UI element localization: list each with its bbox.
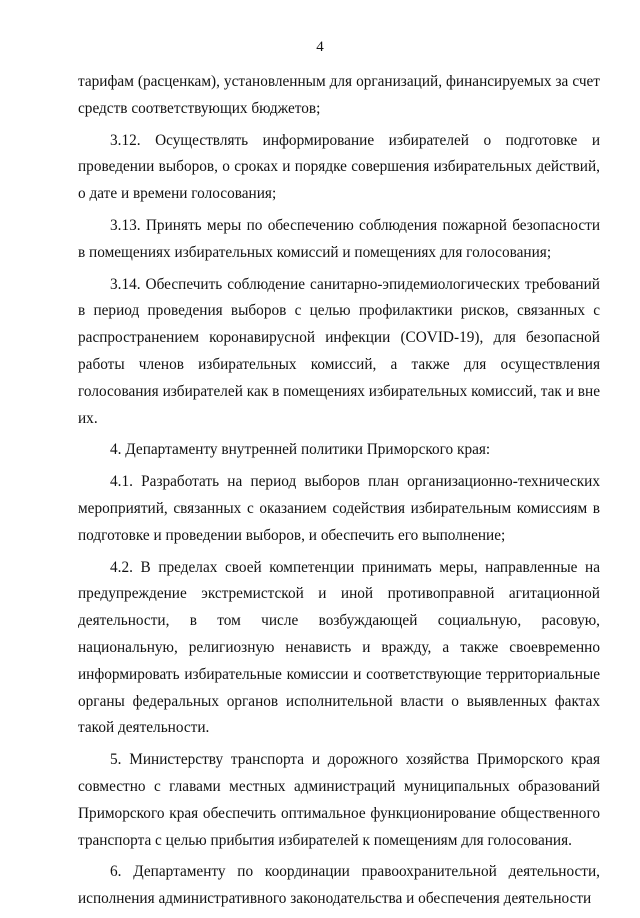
paragraph-4-2: 4.2. В пределах своей компетенции принимать меры, направленные на предупреждение экстремистской и иной противоправной агитационной деятельности, в том числе возбуждающей социальную, расовую, национальную, религиозную ненависть и вражду, а также своевременно информировать избирательные комиссии и соответствующие территориальные органы федеральных органов исполнительной власти о выявленных фактах такой деятельности. <box>78 558 600 737</box>
paragraph-3-14: 3.14. Обеспечить соблюдение санитарно-эпидемиологических требований в период проведения выборов с целью профилактики рисков, связанных с распространением коронавирусной инфекции (COVID-19), для безопасной работы членов избирательных комиссий, а также для осуществления голосования избирателей как в помещениях избирательных комиссий, так и вне их. <box>78 275 600 427</box>
paragraph-4: 4. Департаменту внутренней политики Приморского края: <box>110 441 491 459</box>
paragraph-3-13: 3.13. Принять меры по обеспечению соблюдения пожарной безопасности в помещениях избирательных комиссий и помещениях для голосования; <box>78 216 600 261</box>
paragraph-6: 6. Департаменту по координации правоохранительной деятельности, исполнения административного законодательства и обеспечения деятельности <box>78 863 600 908</box>
document-body <box>78 69 600 918</box>
page-number: 4 <box>316 39 324 55</box>
paragraph-4-1: 4.1. Разработать на период выборов план организационно-технических мероприятий, связанных с оказанием содействия избирательным комиссиям в подготовке и проведении выборов, и обеспечить его выполнение; <box>78 473 600 544</box>
paragraph-5: 5. Министерству транспорта и дорожного хозяйства Приморского края совместно с главами местных администраций муниципальных образований Приморского края обеспечить оптимальное функционирование общественного транспорта с целью прибытия избирателей к помещениям для голосования. <box>78 751 600 849</box>
paragraph-continuation: тарифам (расценкам), установленным для организаций, финансируемых за счет средств соответствующих бюджетов; <box>78 73 600 117</box>
paragraph-3-12: 3.12. Осуществлять информирование избирателей о подготовке и проведении выборов, о сроках и порядке совершения избирательных действий, о дате и времени голосования; <box>78 131 600 203</box>
